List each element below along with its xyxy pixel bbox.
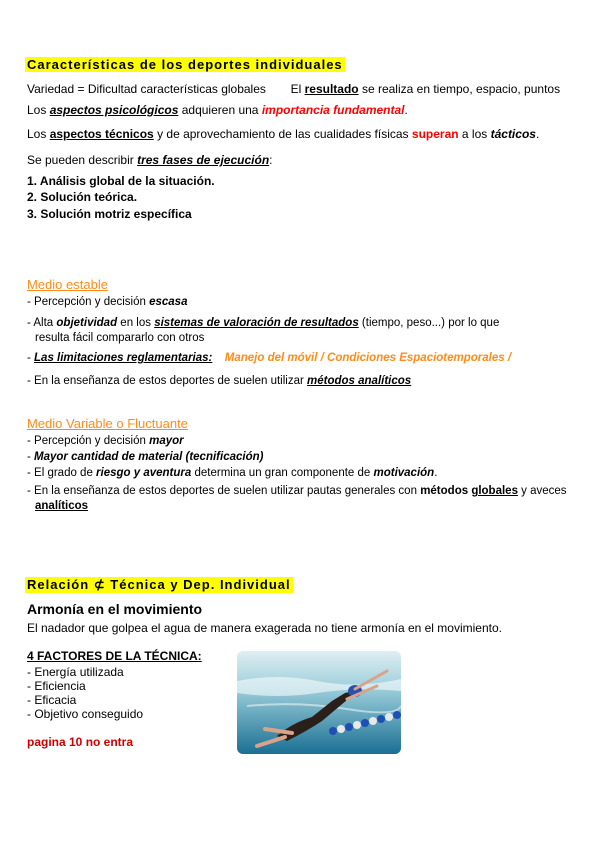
technical-aspects-line: Los aspectos técnicos y de aprovechamiento de las cualidades físicas superan a los tácticos. — [27, 127, 540, 141]
factor-item: - Eficiencia — [27, 679, 86, 693]
stable-limitations-line: - Las limitaciones reglamentarias: Manejo del móvil / Condiciones Espaciotemporales / — [27, 352, 512, 364]
phases-intro-line: Se pueden describir tres fases de ejecución: — [27, 153, 273, 167]
section-heading-variable-medium: Medio Variable o Fluctuante — [27, 416, 188, 431]
variable-material-line: - Mayor cantidad de material (tecnificación) — [27, 451, 264, 463]
factor-item: - Eficacia — [27, 693, 77, 707]
variable-methods-line: - En la enseñanza de estos deportes de suelen utilizar pautas generales con métodos globales y aveces — [27, 485, 567, 497]
variety-line: Variedad = Dificultad características globales El resultado se realiza en tiempo, espacio, puntos — [27, 82, 561, 96]
stable-objectivity-line: - Alta objetividad en los sistemas de valoración de resultados (tiempo, peso...) por lo que — [27, 317, 500, 329]
stable-perception-line: - Percepción y decisión escasa — [27, 296, 188, 308]
swimmer-photo — [237, 651, 401, 754]
section-heading-individual-sports: Características de los deportes individuales — [27, 57, 343, 72]
factor-item: - Energía utilizada — [27, 665, 124, 679]
phase-item: 2. Solución teórica. — [27, 190, 138, 204]
psychological-aspects-line: Los aspectos psicológicos adquieren una importancia fundamental. — [27, 103, 408, 117]
stable-objectivity-continuation: resulta fácil compararlo con otros — [35, 332, 205, 344]
variable-methods-continuation: analíticos — [35, 500, 89, 512]
variable-risk-line: - El grado de riesgo y aventura determina un gran componente de motivación. — [27, 467, 438, 479]
subheading-harmony: Armonía en el movimiento — [27, 601, 203, 617]
section-heading-stable-medium: Medio estable — [27, 277, 108, 292]
factors-title: 4 FACTORES DE LA TÉCNICA: — [27, 649, 202, 663]
swimmer-sentence: El nadador que golpea el agua de manera exagerada no tiene armonía en el movimiento. — [27, 621, 502, 635]
page-note: pagina 10 no entra — [27, 735, 134, 749]
phase-item: 1. Análisis global de la situación. — [27, 174, 215, 188]
variable-perception-line: - Percepción y decisión mayor — [27, 435, 184, 447]
phase-item: 3. Solución motriz específica — [27, 207, 192, 221]
section-heading-technique-relation: Relación ⊄ Técnica y Dep. Individual — [27, 577, 291, 592]
factor-item: - Objetivo conseguido — [27, 707, 144, 721]
stable-methods-line: - En la enseñanza de estos deportes de suelen utilizar métodos analíticos — [27, 375, 412, 387]
